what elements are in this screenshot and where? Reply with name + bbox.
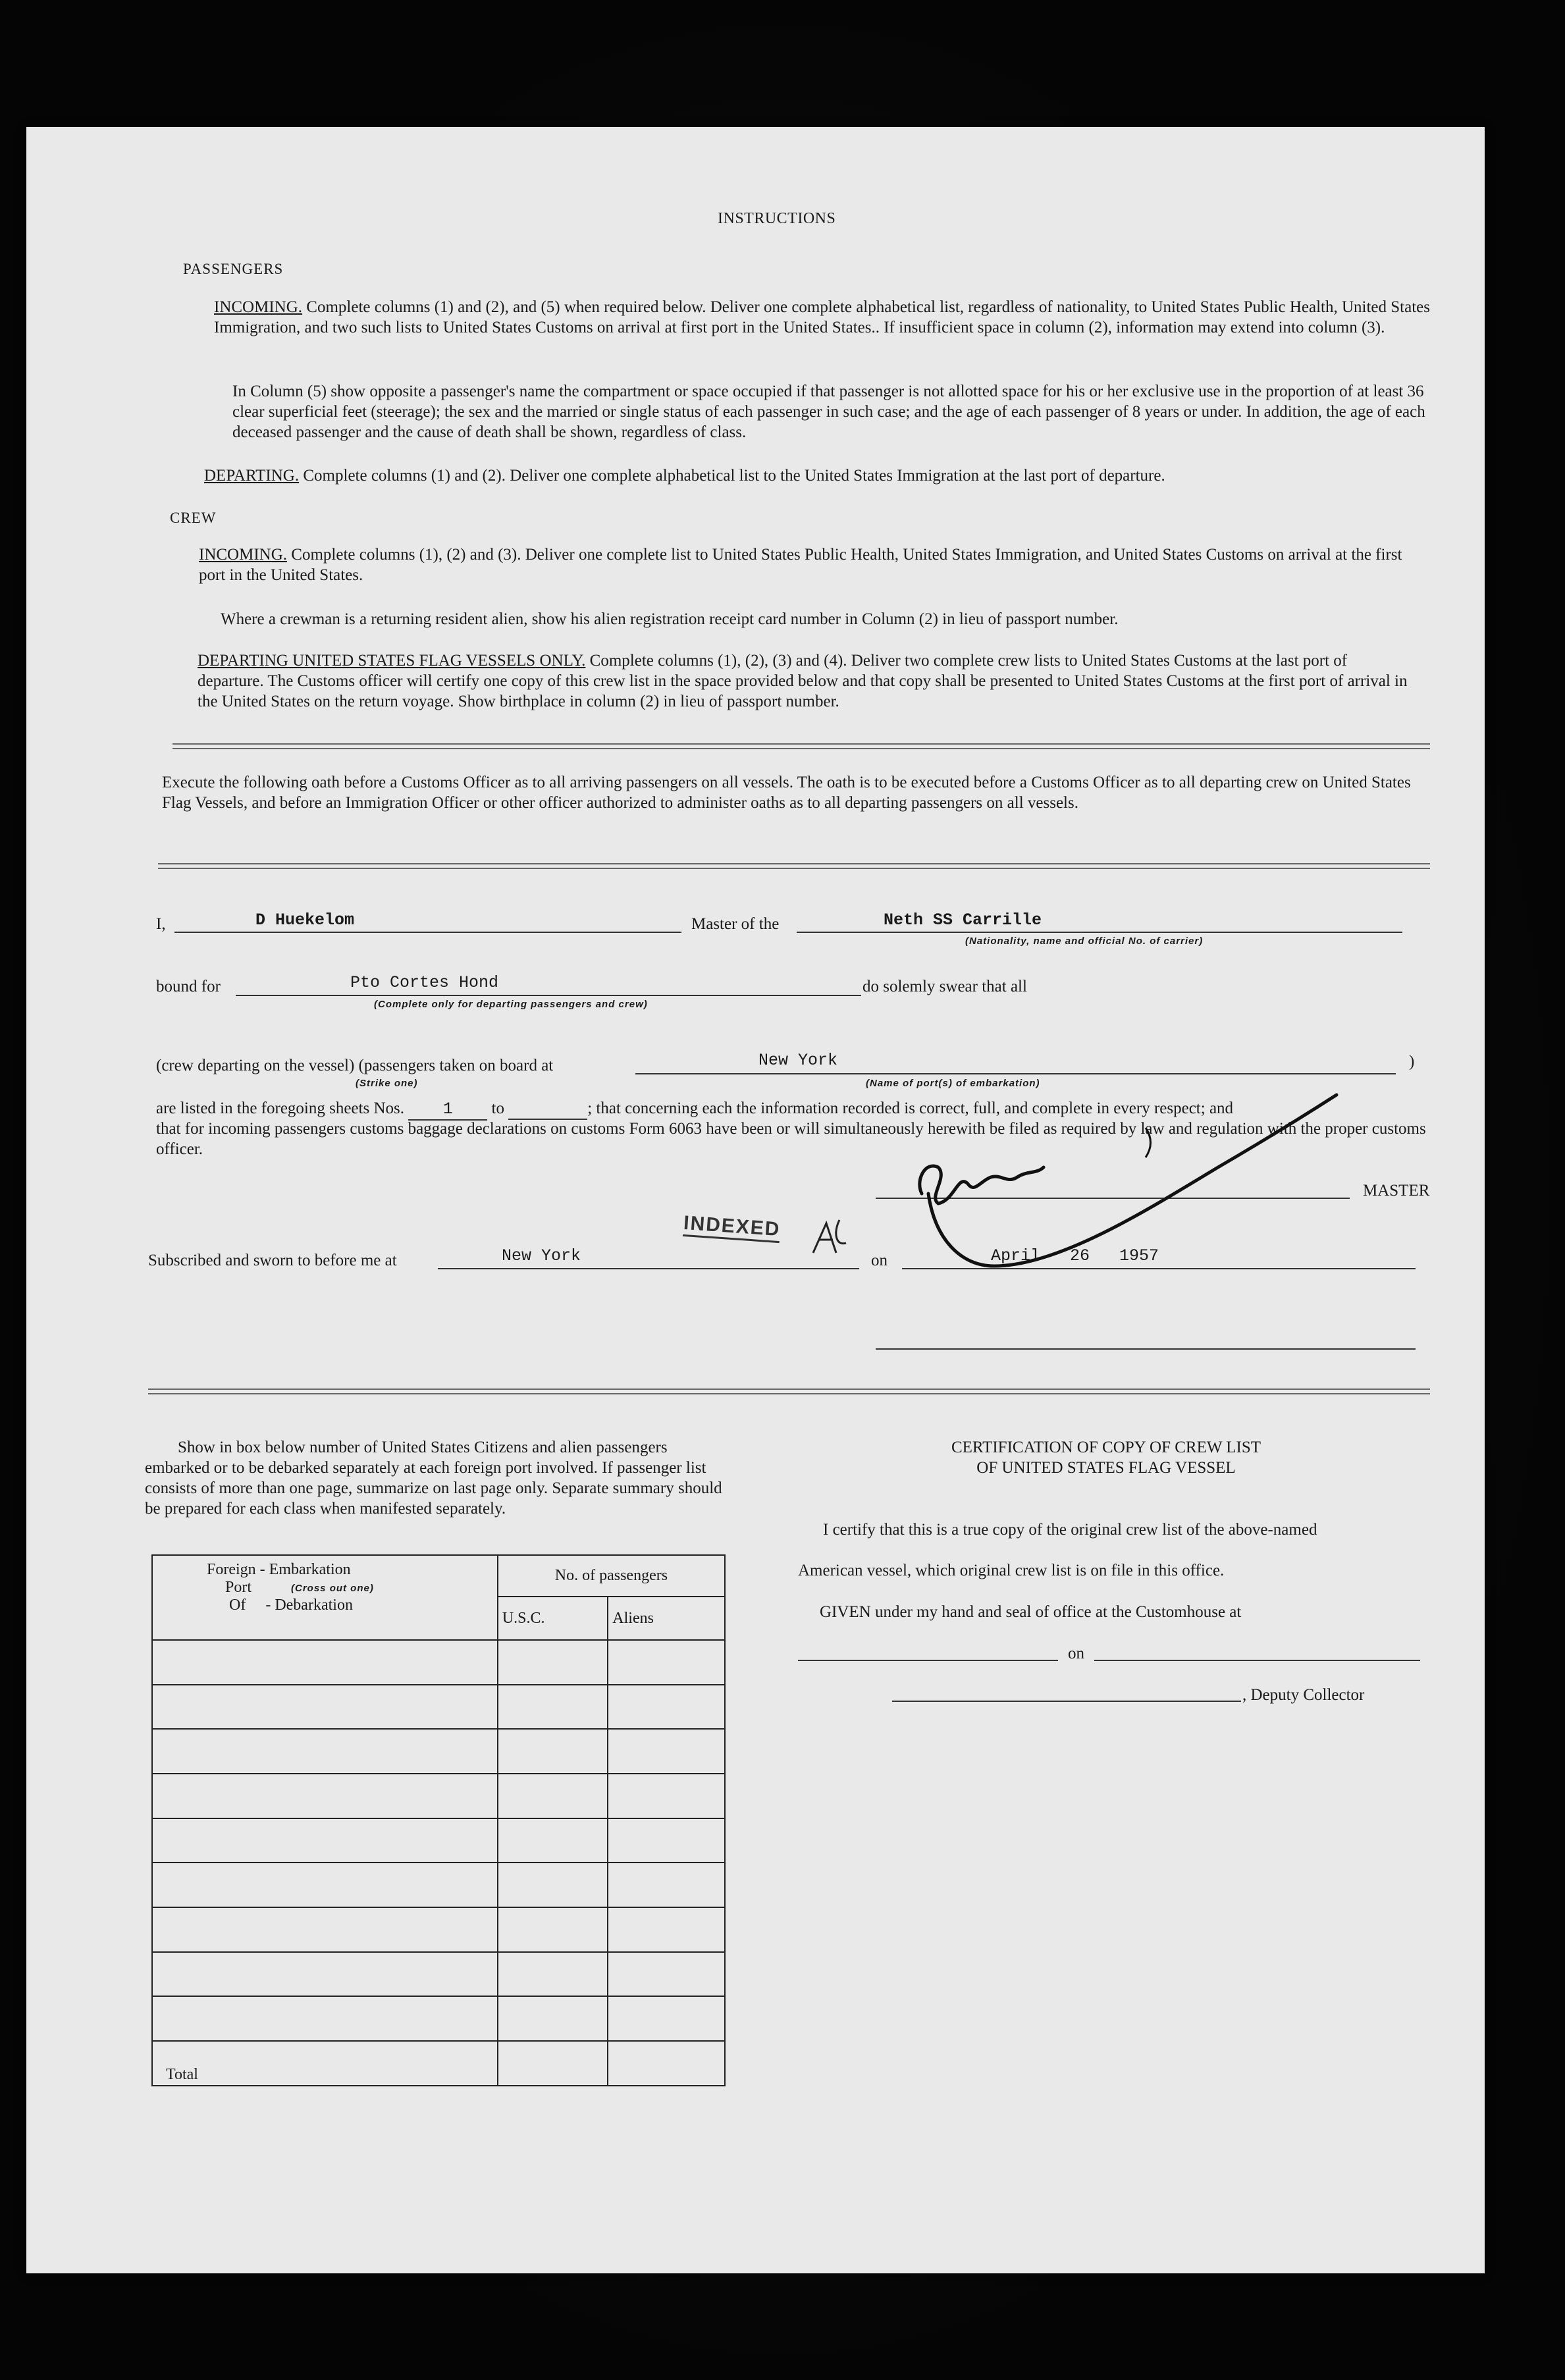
total-aliens-cell[interactable] xyxy=(608,2041,725,2086)
table-cell[interactable] xyxy=(152,1952,498,1997)
deputy-collector-label: , Deputy Collector xyxy=(1242,1686,1365,1704)
i-label: I, xyxy=(156,915,166,933)
certification-title-2: OF UNITED STATES FLAG VESSEL xyxy=(976,1459,1236,1477)
table-cell[interactable] xyxy=(608,1818,725,1863)
table-row xyxy=(152,1640,725,1685)
sworn-date-line xyxy=(902,1268,1416,1269)
passengers-heading: PASSENGERS xyxy=(183,261,284,277)
vessel-name: Neth SS Carrille xyxy=(884,911,1042,930)
table-cell[interactable] xyxy=(608,1863,725,1907)
divider-2 xyxy=(158,863,1430,869)
subscribed-label: Subscribed and sworn to before me at xyxy=(148,1252,397,1269)
of-header: Of xyxy=(229,1597,246,1614)
table-cell[interactable] xyxy=(498,1774,608,1818)
passengers-departing-text: Complete columns (1) and (2). Deliver one complete alphabetical list to the United States Immigration at the last port of departure. xyxy=(303,467,1165,485)
sworn-date: April 26 1957 xyxy=(991,1246,1159,1265)
aliens-header: Aliens xyxy=(608,1597,725,1640)
crew-alien-text: Where a crewman is a returning resident alien, show his alien registration receipt card number in Column (2) in lieu of passport number. xyxy=(221,610,1119,628)
crew-departing-text: (crew departing on the vessel) (passengers taken on board at xyxy=(156,1057,554,1074)
table-row-total xyxy=(152,2041,725,2086)
table-cell[interactable] xyxy=(608,1996,725,2041)
table-row xyxy=(152,1907,725,1952)
passengers-departing-paragraph xyxy=(204,465,1442,486)
certification-text-2: American vessel, which original crew list is on file in this office. xyxy=(798,1562,1225,1579)
table-row xyxy=(152,1774,725,1818)
table-cell[interactable] xyxy=(498,1863,608,1907)
total-label: Total xyxy=(152,2041,498,2086)
crew-incoming-label: INCOMING. xyxy=(199,546,288,564)
certification-title-1: CERTIFICATION OF COPY OF CREW LIST xyxy=(951,1439,1261,1456)
master-label: MASTER xyxy=(1363,1182,1430,1200)
deputy-signature-line xyxy=(892,1701,1241,1702)
table-header-row-1 xyxy=(152,1555,725,1597)
total-usc-cell[interactable] xyxy=(498,2041,608,2086)
sheet-from-number: 1 xyxy=(408,1099,487,1121)
divider-1 xyxy=(172,743,1430,749)
table-cell[interactable] xyxy=(152,1729,498,1774)
baggage-text: that for incoming passengers customs baggage declarations on customs Form 6063 have been or will simultaneously herewith be filed as required by law and regulation with the proper customs officer. xyxy=(156,1120,1426,1158)
debarkation-header: - Debarkation xyxy=(265,1597,353,1614)
table-cell[interactable] xyxy=(152,1907,498,1952)
master-of-label: Master of the xyxy=(691,915,780,933)
table-cell[interactable] xyxy=(608,1729,725,1774)
vessel-line xyxy=(797,932,1402,933)
given-text: GIVEN under my hand and seal of office at the Customhouse at xyxy=(820,1603,1242,1621)
close-paren: ) xyxy=(1409,1053,1415,1071)
oath-instruction: Execute the following oath before a Customs Officer as to all arriving passengers on all vessels. The oath is to be executed before a Customs Officer as to all departing crew on United States Flag Vessels, and before an Immigration Officer or other officer authorized to administer oaths as to all departing passengers on all vessels. xyxy=(162,774,1411,812)
table-row xyxy=(152,1952,725,1997)
sheets-text: ; that concerning each the information recorded is correct, full, and complete in every respect; and xyxy=(587,1099,1234,1117)
passengers-header: No. of passengers xyxy=(498,1555,725,1597)
table-cell[interactable] xyxy=(152,1996,498,2041)
table-row xyxy=(152,1818,725,1863)
strike-caption: (Strike one) xyxy=(356,1078,418,1089)
master-name: D Huekelom xyxy=(255,911,355,930)
certification-on-label: on xyxy=(1068,1645,1084,1662)
cross-out-caption: (Cross out one) xyxy=(291,1583,374,1594)
instructions-title: INSTRUCTIONS xyxy=(718,210,836,227)
divider-3 xyxy=(148,1388,1430,1394)
bound-for-line xyxy=(236,995,861,996)
vessel-caption: (Nationality, name and official No. of carrier) xyxy=(965,936,1204,947)
passengers-incoming-text: Complete columns (1) and (2), and (5) when required below. Deliver one complete alphabetical list, regardless of nationality, to United States Public Health, United States Immigration, and two such lists to United States Customs on arrival at first port in the United States.. If insufficient space in column (2), information may extend into column (3). xyxy=(214,298,1430,336)
table-cell[interactable] xyxy=(608,1774,725,1818)
passengers-departing-label: DEPARTING. xyxy=(204,467,300,485)
passengers-incoming-label: INCOMING. xyxy=(214,298,303,316)
bound-for-caption: (Complete only for departing passengers and crew) xyxy=(374,999,648,1010)
crew-incoming-text: Complete columns (1), (2) and (3). Deliver one complete list to United States Public Health, United States Immigration, and United States Customs on arrival at the first port in the United States. xyxy=(199,546,1402,584)
table-cell[interactable] xyxy=(608,1640,725,1685)
sworn-place-line xyxy=(438,1268,859,1269)
master-signature xyxy=(876,1069,1402,1385)
certification-date-line xyxy=(1094,1660,1420,1661)
table-cell[interactable] xyxy=(152,1685,498,1730)
table-row xyxy=(152,1863,725,1907)
table-cell[interactable] xyxy=(498,1818,608,1863)
form-sheet xyxy=(26,127,1485,2273)
crew-heading: CREW xyxy=(170,510,217,526)
officer-signature-line xyxy=(876,1348,1416,1350)
table-cell[interactable] xyxy=(498,1907,608,1952)
crew-departing-paragraph xyxy=(198,650,1416,712)
port-header-row xyxy=(157,1579,493,1597)
table-row xyxy=(152,1996,725,2041)
bound-for-port: Pto Cortes Hond xyxy=(350,973,499,992)
port-header-cell xyxy=(152,1555,498,1640)
passengers-incoming-paragraph xyxy=(214,297,1432,338)
certification-text-1: I certify that this is a true copy of the original crew list of the above-named xyxy=(823,1521,1317,1539)
table-cell[interactable] xyxy=(498,1685,608,1730)
crew-incoming-paragraph xyxy=(199,544,1404,585)
crew-departing-label: DEPARTING UNITED STATES FLAG VESSELS ONLY. xyxy=(198,652,586,670)
table-cell[interactable] xyxy=(498,1952,608,1997)
master-name-line xyxy=(174,932,681,933)
indexed-stamp: INDEXED xyxy=(683,1212,782,1243)
swear-text: do solemly swear that all xyxy=(862,978,1027,995)
table-cell[interactable] xyxy=(608,1952,725,1997)
table-cell[interactable] xyxy=(608,1685,725,1730)
port-header: Port xyxy=(225,1579,252,1596)
table-cell[interactable] xyxy=(152,1818,498,1863)
table-cell[interactable] xyxy=(498,1640,608,1685)
passengers-column5-text: In Column (5) show opposite a passenger's name the compartment or space occupied if that passenger is not allotted space for his or her exclusive use in the proportion of at least 36 clear superficial feet (steerage); the sex and the married or single status of each passenger in such case; and the age of each passenger of 8 years or under. In addition, the age of each deceased passenger and the cause of death shall be shown, regardless of class. xyxy=(232,383,1425,441)
table-row xyxy=(152,1729,725,1774)
sworn-place: New York xyxy=(502,1246,581,1265)
sheets-label: are listed in the foregoing sheets Nos. xyxy=(156,1099,404,1117)
table-cell[interactable] xyxy=(498,1729,608,1774)
of-header-row xyxy=(157,1597,493,1614)
port-caption: (Name of port(s) of embarkation) xyxy=(866,1078,1040,1089)
bound-for-label: bound for xyxy=(156,978,221,995)
summary-instruction: Show in box below number of United States Citizens and alien passengers embarked or to be debarked separately at each foreign port involved. If passenger list consists of more than one page, summarize on last page only. Separate summary should be prepared for each class when manifested separately. xyxy=(145,1439,722,1518)
table-cell[interactable] xyxy=(152,1863,498,1907)
foreign-header: Foreign - Embarkation xyxy=(207,1561,351,1578)
table-cell[interactable] xyxy=(152,1640,498,1685)
passenger-summary-table xyxy=(151,1554,726,2086)
embarkation-port: New York xyxy=(758,1051,838,1070)
table-cell[interactable] xyxy=(152,1774,498,1818)
certification-place-line xyxy=(798,1660,1058,1661)
crew-departing-text: Complete columns (1), (2), (3) and (4). Deliver two complete crew lists to United States Customs at the last port of departure. The Customs officer will certify one copy of this crew list in the space provided below and that copy shall be presented to United States Customs at the first port of arrival in the United States on the return voyage. Show birthplace in column (2) in lieu of passport number. xyxy=(198,652,1408,710)
usc-header: U.S.C. xyxy=(498,1597,608,1640)
to-label: to xyxy=(491,1099,504,1117)
sheet-to-blank xyxy=(508,1098,587,1120)
table-row xyxy=(152,1685,725,1730)
indexed-initials xyxy=(807,1217,853,1263)
table-cell[interactable] xyxy=(608,1907,725,1952)
table-cell[interactable] xyxy=(498,1996,608,2041)
sworn-on-label: on xyxy=(871,1252,888,1269)
